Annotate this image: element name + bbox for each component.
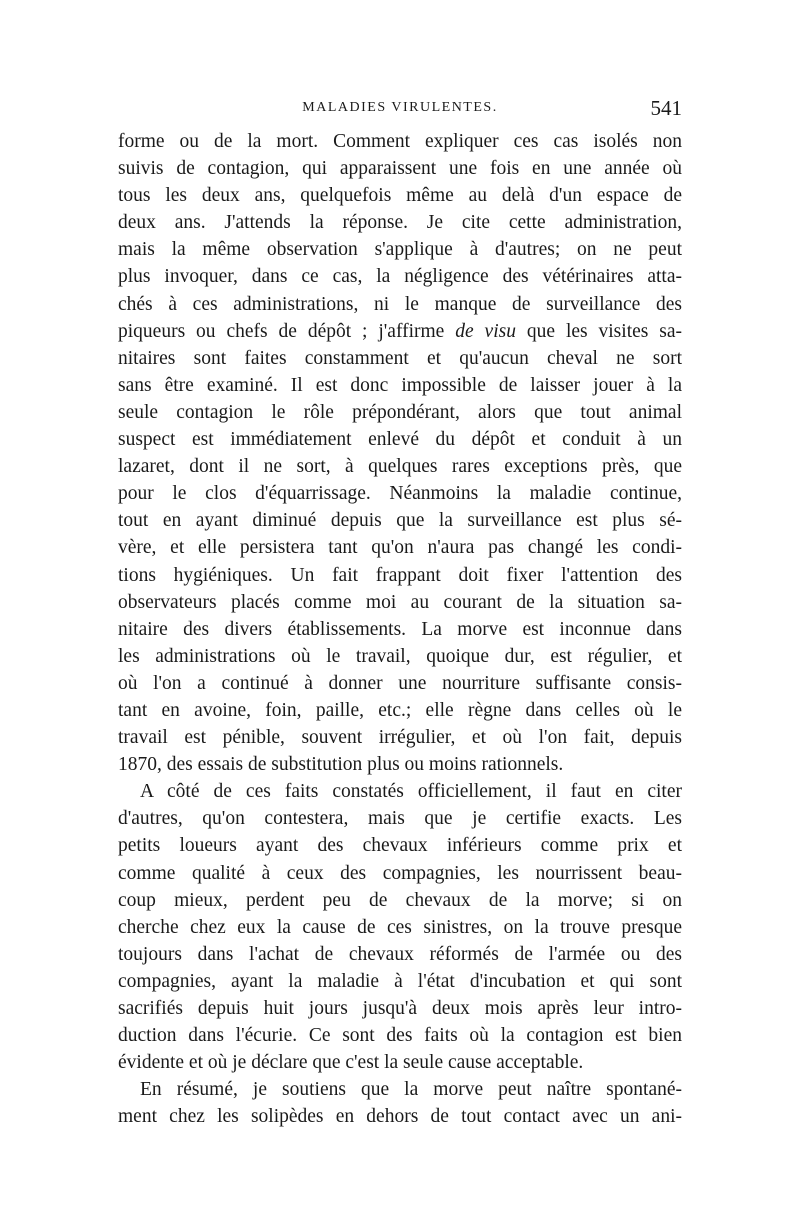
text-line: toujours dans l'achat de chevaux réformés de l'armée ou des [118, 943, 682, 965]
page-number: 541 [650, 96, 682, 120]
text-line: tant en avoine, foin, paille, etc.; elle règne dans celles où le [118, 699, 682, 721]
text-line: coup mieux, perdent peu de chevaux de la morve; si on [118, 889, 682, 911]
text-line: forme ou de la mort. Comment expliquer ces cas isolés non [118, 131, 682, 152]
text-line: comme qualité à ceux des compagnies, les nourrissent beau- [118, 862, 682, 884]
text-line: plus invoquer, dans ce cas, la négligence des vétérinaires atta- [118, 266, 682, 288]
text-line: observateurs placés comme moi au courant de la situation sa- [118, 591, 682, 613]
text-line: cherche chez eux la cause de ces sinistres, on la trouve presque [118, 916, 682, 938]
text-line: ment chez les solipèdes en dehors de tout contact avec un ani- [118, 1106, 682, 1128]
text-line: chés à ces administrations, ni le manque de surveillance des [118, 293, 682, 315]
text-line: où l'on a continué à donner une nourriture suffisante consis- [118, 672, 682, 694]
text-line: 1870, des essais de substitution plus ou moins rationnels. [118, 754, 564, 776]
text-line: d'autres, qu'on contestera, mais que je certifie exacts. Les [118, 808, 682, 830]
text-line: nitaires sont faites constamment et qu'aucun cheval ne sort [118, 347, 682, 369]
text-line: petits loueurs ayant des chevaux inférieurs comme prix et [118, 835, 682, 857]
running-head [118, 96, 682, 124]
body-text [118, 128, 682, 1130]
text-line: vère, et elle persistera tant qu'on n'aura pas changé les condi- [118, 537, 682, 559]
text-line: suspect est immédiatement enlevé du dépôt et conduit à un [118, 429, 682, 451]
text-line: piqueurs ou chefs de dépôt ; j'affirme de visu que les visites sa- [118, 320, 682, 342]
text-line: suivis de contagion, qui apparaissent une fois en une année où [118, 158, 682, 180]
text-line: En résumé, je soutiens que la morve peut naître spontané- [140, 1079, 682, 1101]
italic-phrase: de visu [455, 320, 516, 342]
text-line: pour le clos d'équarrissage. Néanmoins la maladie continue, [118, 483, 682, 505]
text-line: mais la même observation s'applique à d'autres; on ne peut [118, 239, 682, 261]
text-line: travail est pénible, souvent irrégulier, et où l'on fait, depuis [118, 727, 682, 749]
text-line: sans être examiné. Il est donc impossible de laisser jouer à la [118, 374, 682, 396]
text-line: lazaret, dont il ne sort, à quelques rares exceptions près, que [118, 456, 682, 478]
text-line: compagnies, ayant la maladie à l'état d'incubation et qui sont [118, 970, 682, 992]
text-line: seule contagion le rôle prépondérant, alors que tout animal [118, 401, 682, 423]
text-line: évidente et où je déclare que c'est la seule cause acceptable. [118, 1052, 584, 1074]
text-line: A côté de ces faits constatés officiellement, il faut en citer [140, 781, 682, 803]
text-line: nitaire des divers établissements. La morve est inconnue dans [118, 618, 682, 640]
text-line: sacrifiés depuis huit jours jusqu'à deux mois après leur intro- [118, 998, 682, 1019]
text-line: tous les deux ans, quelquefois même au delà d'un espace de [118, 185, 682, 207]
text-line: deux ans. J'attends la réponse. Je cite cette administration, [118, 212, 682, 234]
text-line: tions hygiéniques. Un fait frappant doit fixer l'attention des [118, 564, 682, 586]
text-line: tout en ayant diminué depuis que la surveillance est plus sé- [118, 510, 682, 532]
text-line: duction dans l'écurie. Ce sont des faits où la contagion est bien [118, 1025, 682, 1047]
running-title: MALADIES VIRULENTES. [302, 100, 498, 115]
text-line: les administrations où le travail, quoique dur, est régulier, et [118, 645, 682, 667]
